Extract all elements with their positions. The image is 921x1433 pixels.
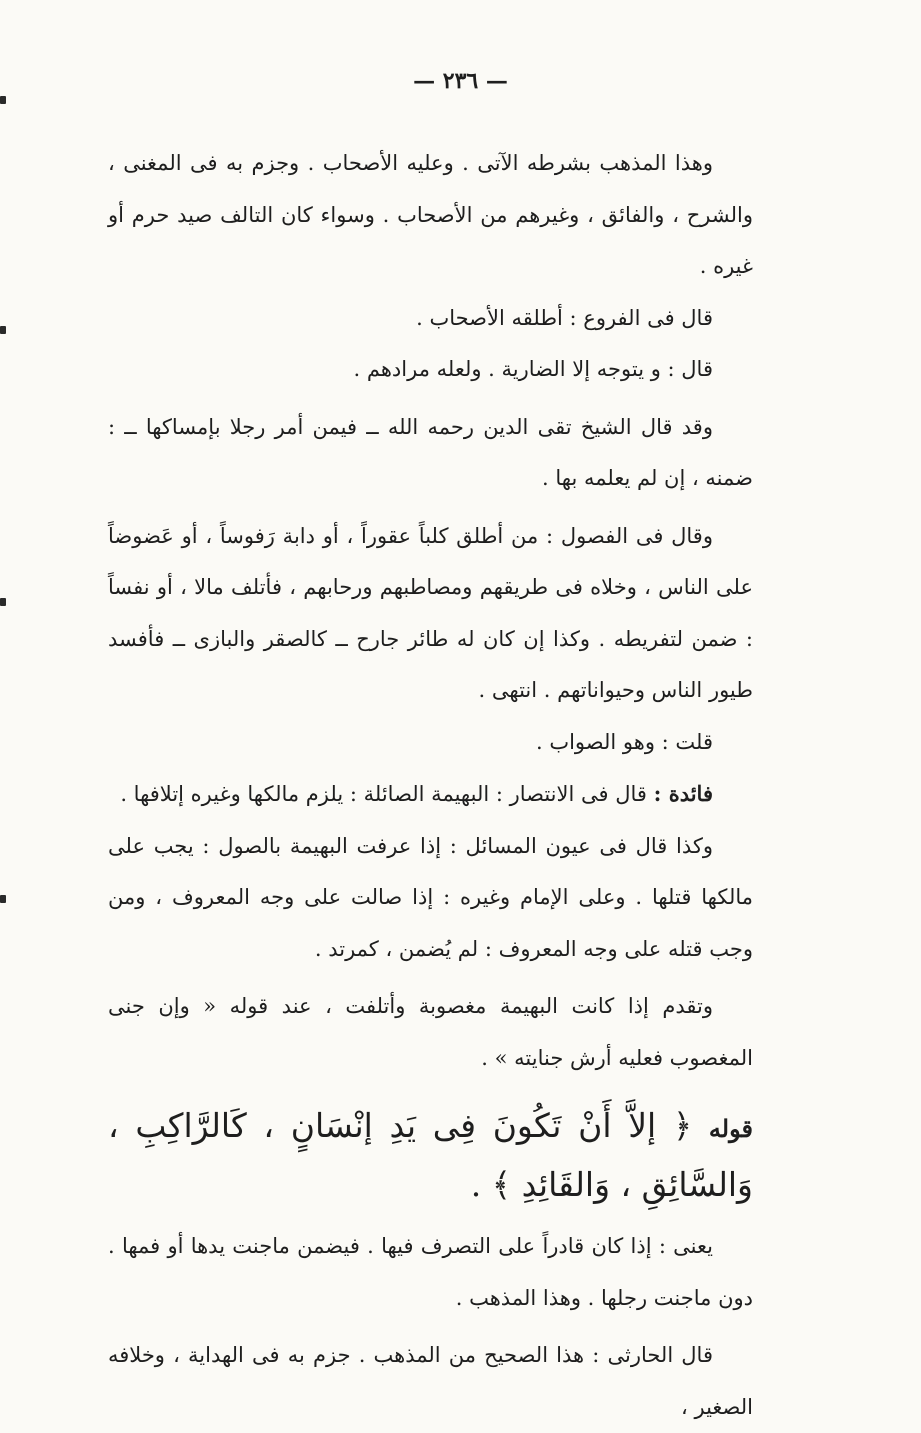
quote-text: ﴿ إلاَّ أَنْ تَكُونَ فِى يَدِ إنْسَانٍ ، كَالرَّاكِبِ ، وَالسَّائِقِ ، وَالقَائِدِ ﴾ . [108,1106,753,1204]
page-body [108,138,753,1433]
margin-mark [0,326,6,334]
paragraph: قال : و يتوجه إلا الضارية . ولعله مرادهم . [353,357,713,381]
margin-mark [0,895,6,903]
paragraph: وقد قال الشيخ تقى الدين رحمه الله ــ فيمن أمر رجلا بإمساكها ــ : ضمنه ، إن لم يعلمه بها . [108,414,753,490]
paragraph: وتقدم إذا كانت البهيمة مغصوبة وأتلفت ، عند قوله « وإن جنى المغصوب فعليه أرش جنايته » . [108,994,753,1070]
faida-text: قال فى الانتصار : البهيمة الصائلة : يلزم مالكها وغيره إتلافها . [120,782,647,806]
paragraph: وهذا المذهب بشرطه الآتى . وعليه الأصحاب . وجزم به فى المغنى ، والشرح ، والفائق ، وغيرهم من الأصحاب . وسواء كان التالف صيد حرم أو غيره . [108,151,753,278]
quoted-matn [108,1098,753,1213]
paragraph: قلت : وهو الصواب . [535,729,713,754]
quote-prefix: قوله [708,1114,753,1143]
paragraph: يعنى : إذا كان قادراً على التصرف فيها . فيضمن ماجنت يدها أو فمها . دون ماجنت رجلها . وهذا المذهب . [108,1234,753,1310]
paragraph: وكذا قال فى عيون المسائل : إذا عرفت البهيمة بالصول : يجب على مالكها قتلها . وعلى الإمام وغيره : إذا صالت على وجه المعروف ، ومن وجب قتله على وجه المعروف : لم يُضمن ، كمرتد . [108,833,753,961]
page-number: — ٢٣٦ — [413,68,508,94]
paragraph: وقال فى الفصول : من أطلق كلباً عقوراً ، أو دابة رَفوساً ، أو عَضوضاً على الناس ، وخلاه فى طريقهم ومصاطبهم ورحابهم ، فأتلف مالا ، أو نفساً : ضمن لتفريطه . وكذا إن كان له طائر جارح ــ كالصقر والبازى ــ فأفسد طيور الناس وحيواناتهم . انتهى . [108,523,753,702]
margin-mark [0,598,6,606]
margin-mark [0,96,6,104]
paragraph: قال الحارثى : هذا الصحيح من المذهب . جزم به فى الهداية ، وخلافه الصغير ، [108,1343,753,1419]
faida-label: فائدة : [653,781,713,806]
faida-paragraph [108,768,753,821]
paragraph: قال فى الفروع : أطلقه الأصحاب . [416,305,713,330]
